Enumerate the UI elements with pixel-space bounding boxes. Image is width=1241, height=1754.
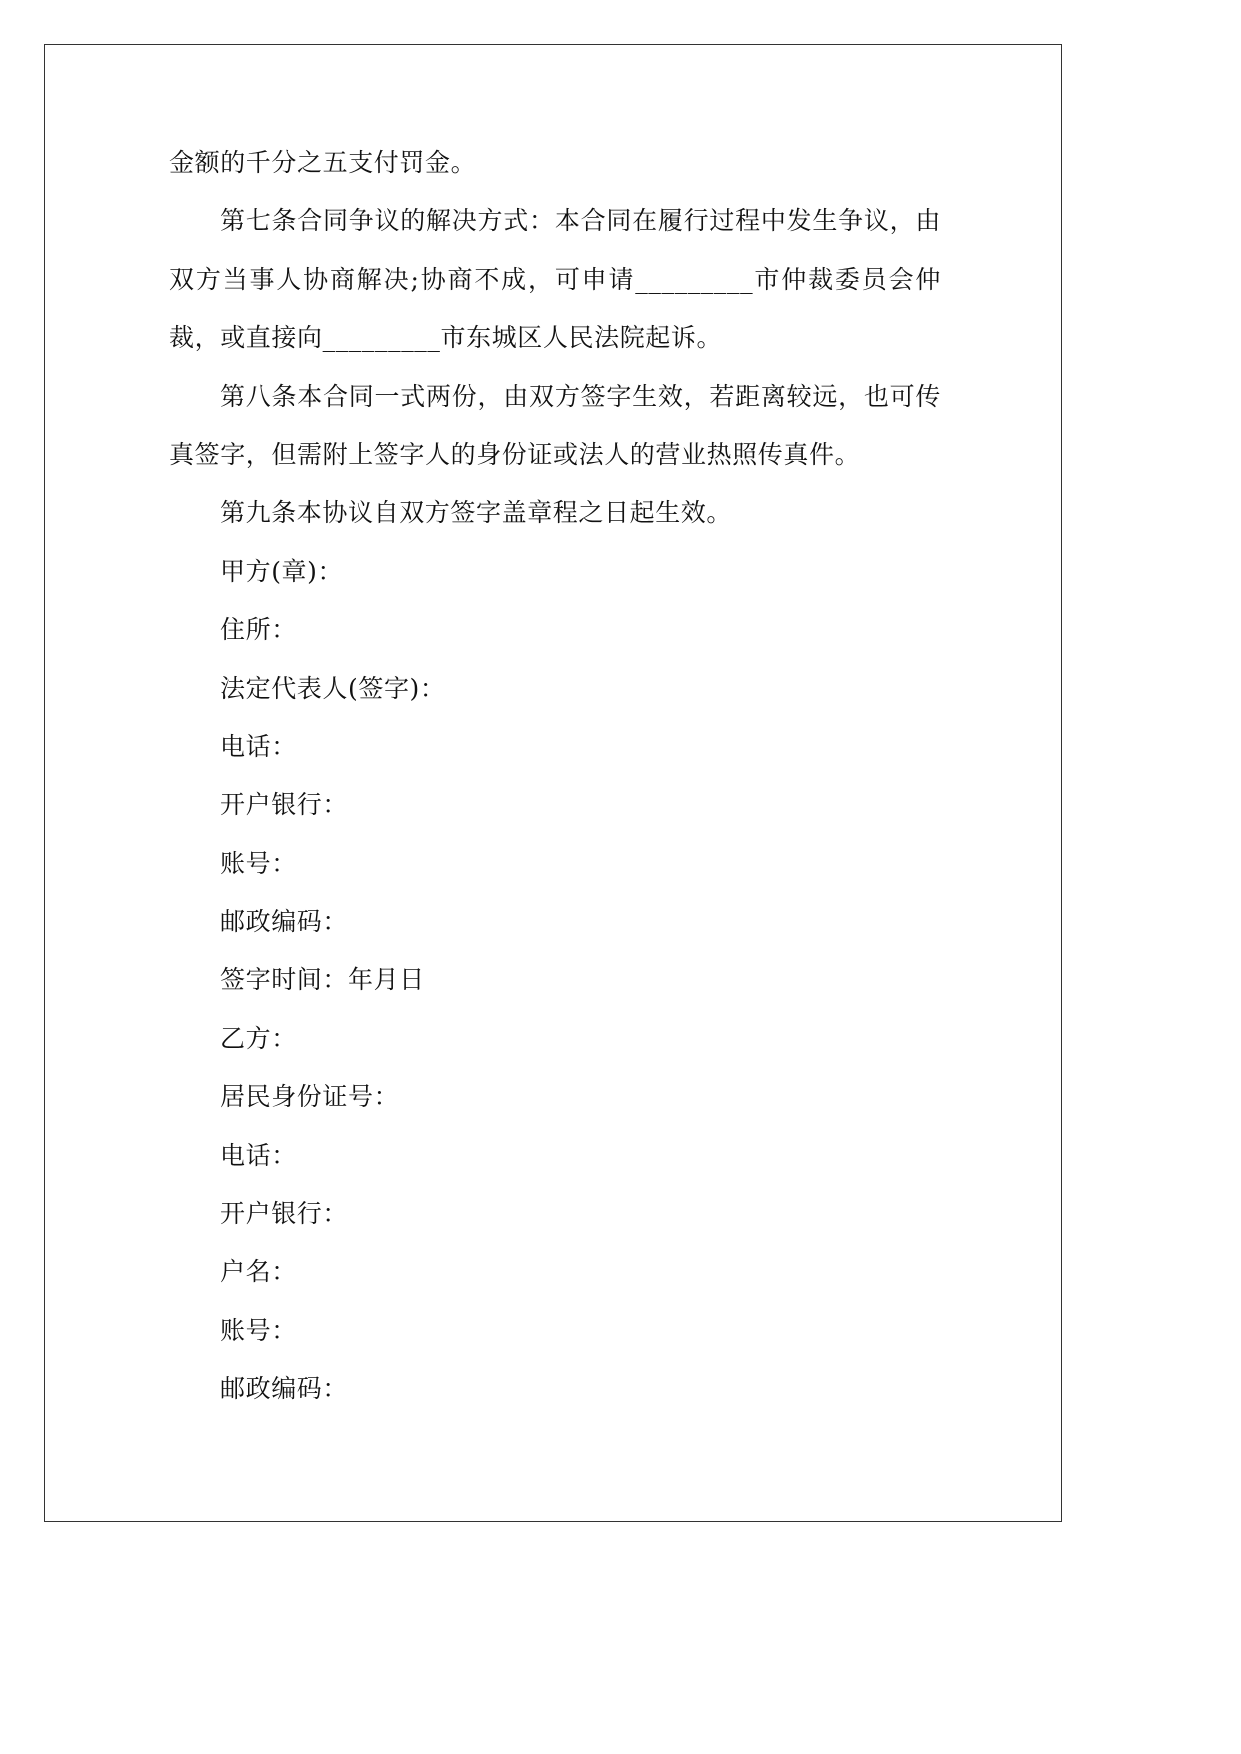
- party-b-label: 乙方：: [220, 1023, 297, 1053]
- clause-7-line-1: 第七条合同争议的解决方式：本合同在履行过程中发生争议，由: [220, 206, 941, 236]
- party-b-postcode-label: 邮政编码：: [220, 1374, 349, 1404]
- party-b-account-label: 账号：: [220, 1315, 297, 1345]
- clause-7-line-2: 双方当事人协商解决;协商不成，可申请_________市仲裁委员会仲: [169, 264, 941, 294]
- party-b-phone-label: 电话：: [220, 1140, 297, 1170]
- document-body: [169, 134, 941, 1419]
- clause-7-line-3: 裁，或直接向_________市东城区人民法院起诉。: [169, 323, 723, 353]
- clause-8-line-1: 第八条本合同一式两份，由双方签字生效，若距离较远，也可传: [220, 381, 941, 411]
- party-b-bank-label: 开户银行：: [220, 1199, 349, 1229]
- clause-6-continuation: 金额的千分之五支付罚金。: [169, 148, 477, 177]
- party-a-legal-rep-label: 法定代表人(签字)：: [220, 673, 446, 703]
- signing-date-label: 签字时间：年月日: [220, 965, 425, 995]
- party-a-bank-label: 开户银行：: [220, 790, 349, 820]
- party-b-id-label: 居民身份证号：: [220, 1082, 400, 1112]
- clause-9: 第九条本协议自双方签字盖章程之日起生效。: [220, 498, 733, 528]
- party-a-postcode-label: 邮政编码：: [220, 907, 349, 937]
- party-a-address-label: 住所：: [220, 615, 297, 645]
- clause-8-line-2: 真签字，但需附上签字人的身份证或法人的营业热照传真件。: [169, 439, 861, 469]
- party-a-phone-label: 电话：: [220, 731, 297, 761]
- party-a-seal-label: 甲方(章)：: [220, 556, 344, 586]
- party-a-account-label: 账号：: [220, 848, 297, 878]
- party-b-account-name-label: 户名：: [220, 1257, 297, 1287]
